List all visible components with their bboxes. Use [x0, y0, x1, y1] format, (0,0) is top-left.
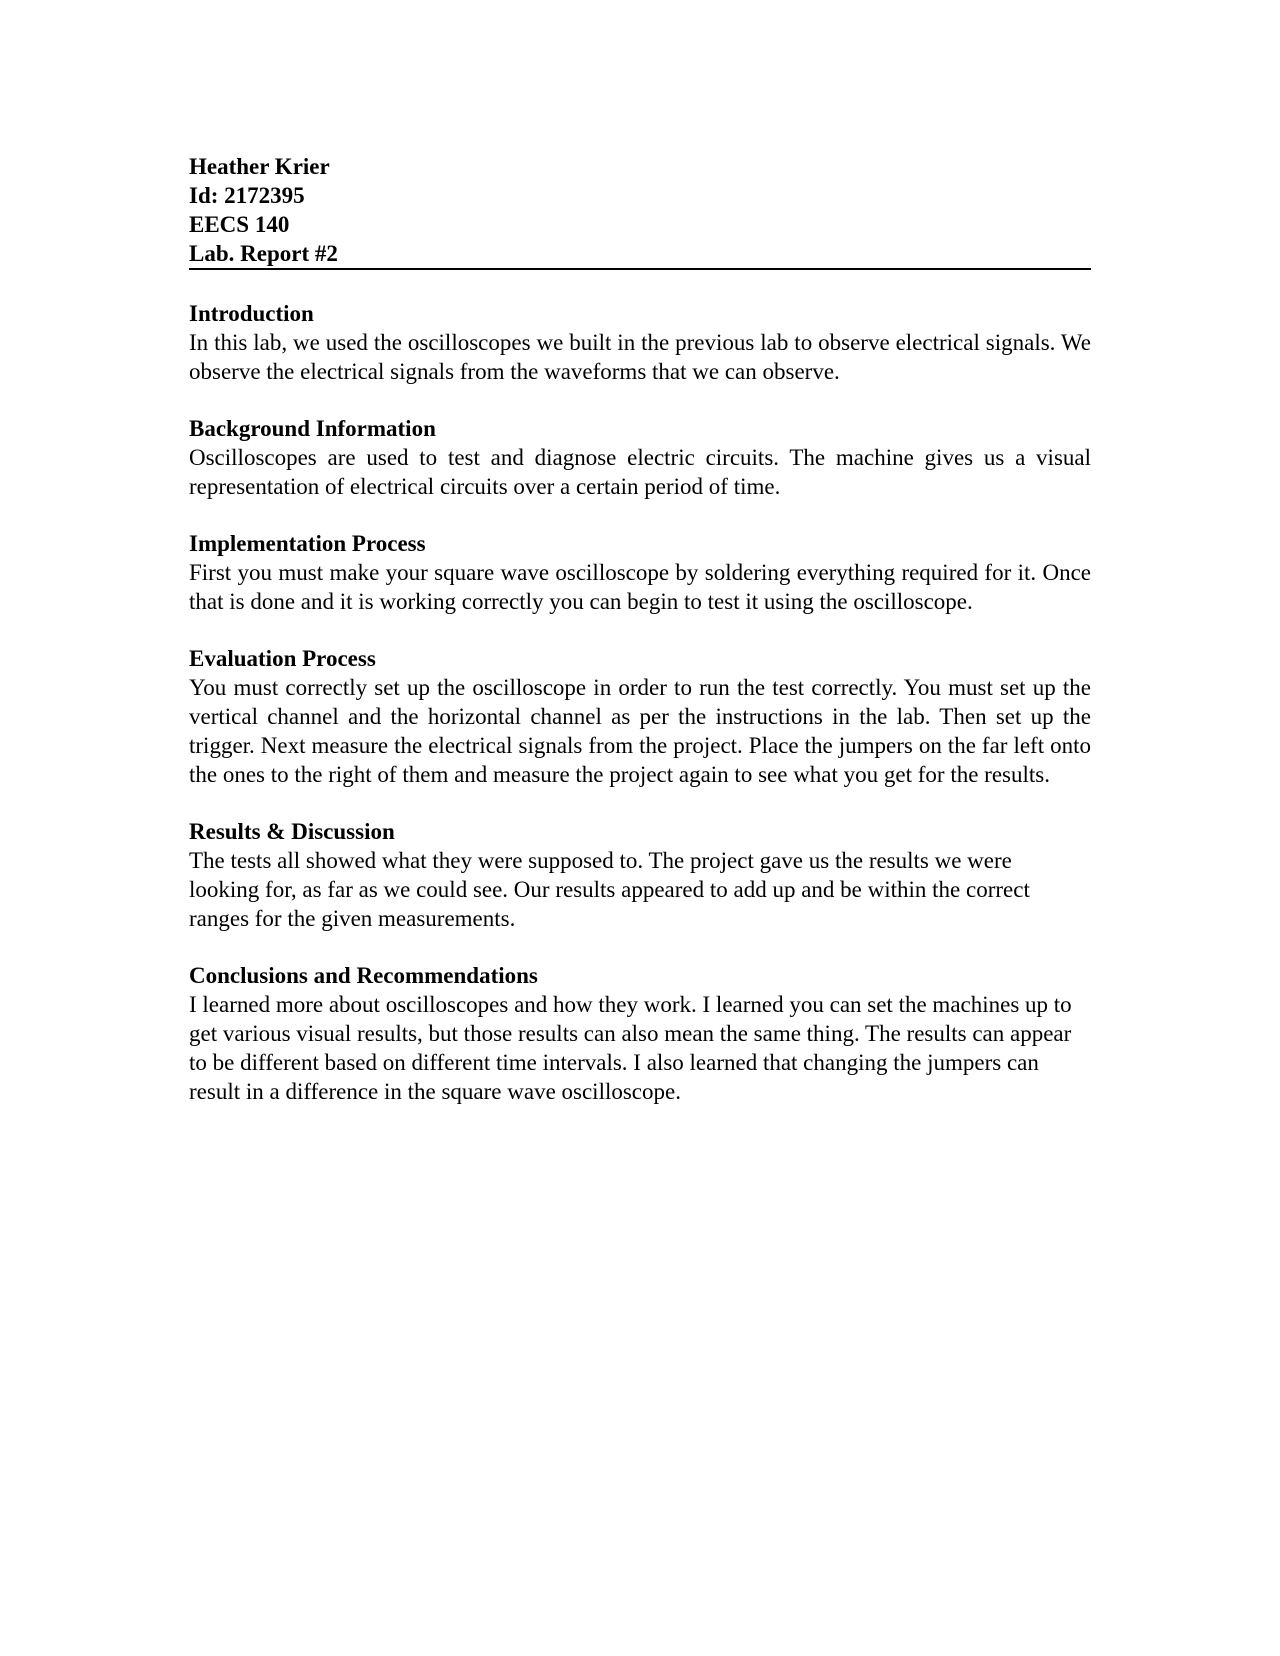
course-code: EECS 140: [189, 212, 290, 237]
section-results: [189, 817, 1091, 933]
section-evaluation: [189, 644, 1091, 789]
document-page: [189, 152, 1091, 1106]
section-heading: Results & Discussion: [189, 819, 395, 844]
section-body: The tests all showed what they were supposed to. The project gave us the results we were looking for, as far as we could see. Our results appeared to add up and be within the correct ranges for the given measurements.: [189, 848, 1030, 931]
student-id: Id: 2172395: [189, 183, 305, 208]
report-header: [189, 152, 1091, 270]
author-name: Heather Krier: [189, 154, 330, 179]
section-body: Oscilloscopes are used to test and diagnose electric circuits. The machine gives us a visual representation of electrical circuits over a certain period of time.: [189, 445, 1091, 499]
report-title: Lab. Report #2: [189, 239, 1091, 270]
section-heading: Conclusions and Recommendations: [189, 963, 538, 988]
section-body: You must correctly set up the oscilloscope in order to run the test correctly. You must set up the vertical channel and the horizontal channel as per the instructions in the lab. Then set up the trigger. Next measure the electrical signals from the project. Place the jumpers on the far left onto the ones to the right of them and measure the project again to see what you get for the results.: [189, 675, 1091, 787]
section-introduction: [189, 299, 1091, 386]
section-conclusions: [189, 961, 1091, 1106]
section-body: In this lab, we used the oscilloscopes we built in the previous lab to observe electrical signals. We observe the electrical signals from the waveforms that we can observe.: [189, 330, 1091, 384]
section-background: [189, 414, 1091, 501]
section-body: I learned more about oscilloscopes and how they work. I learned you can set the machines up to get various visual results, but those results can also mean the same thing. The results can appear to be different based on different time intervals. I also learned that changing the jumpers can result in a difference in the square wave oscilloscope.: [189, 992, 1072, 1104]
section-heading: Implementation Process: [189, 531, 426, 556]
section-implementation: [189, 529, 1091, 616]
section-heading: Evaluation Process: [189, 646, 376, 671]
section-heading: Background Information: [189, 416, 436, 441]
section-body: First you must make your square wave oscilloscope by soldering everything required for it. Once that is done and it is working correctly you can begin to test it using the oscilloscope.: [189, 560, 1091, 614]
section-heading: Introduction: [189, 301, 314, 326]
